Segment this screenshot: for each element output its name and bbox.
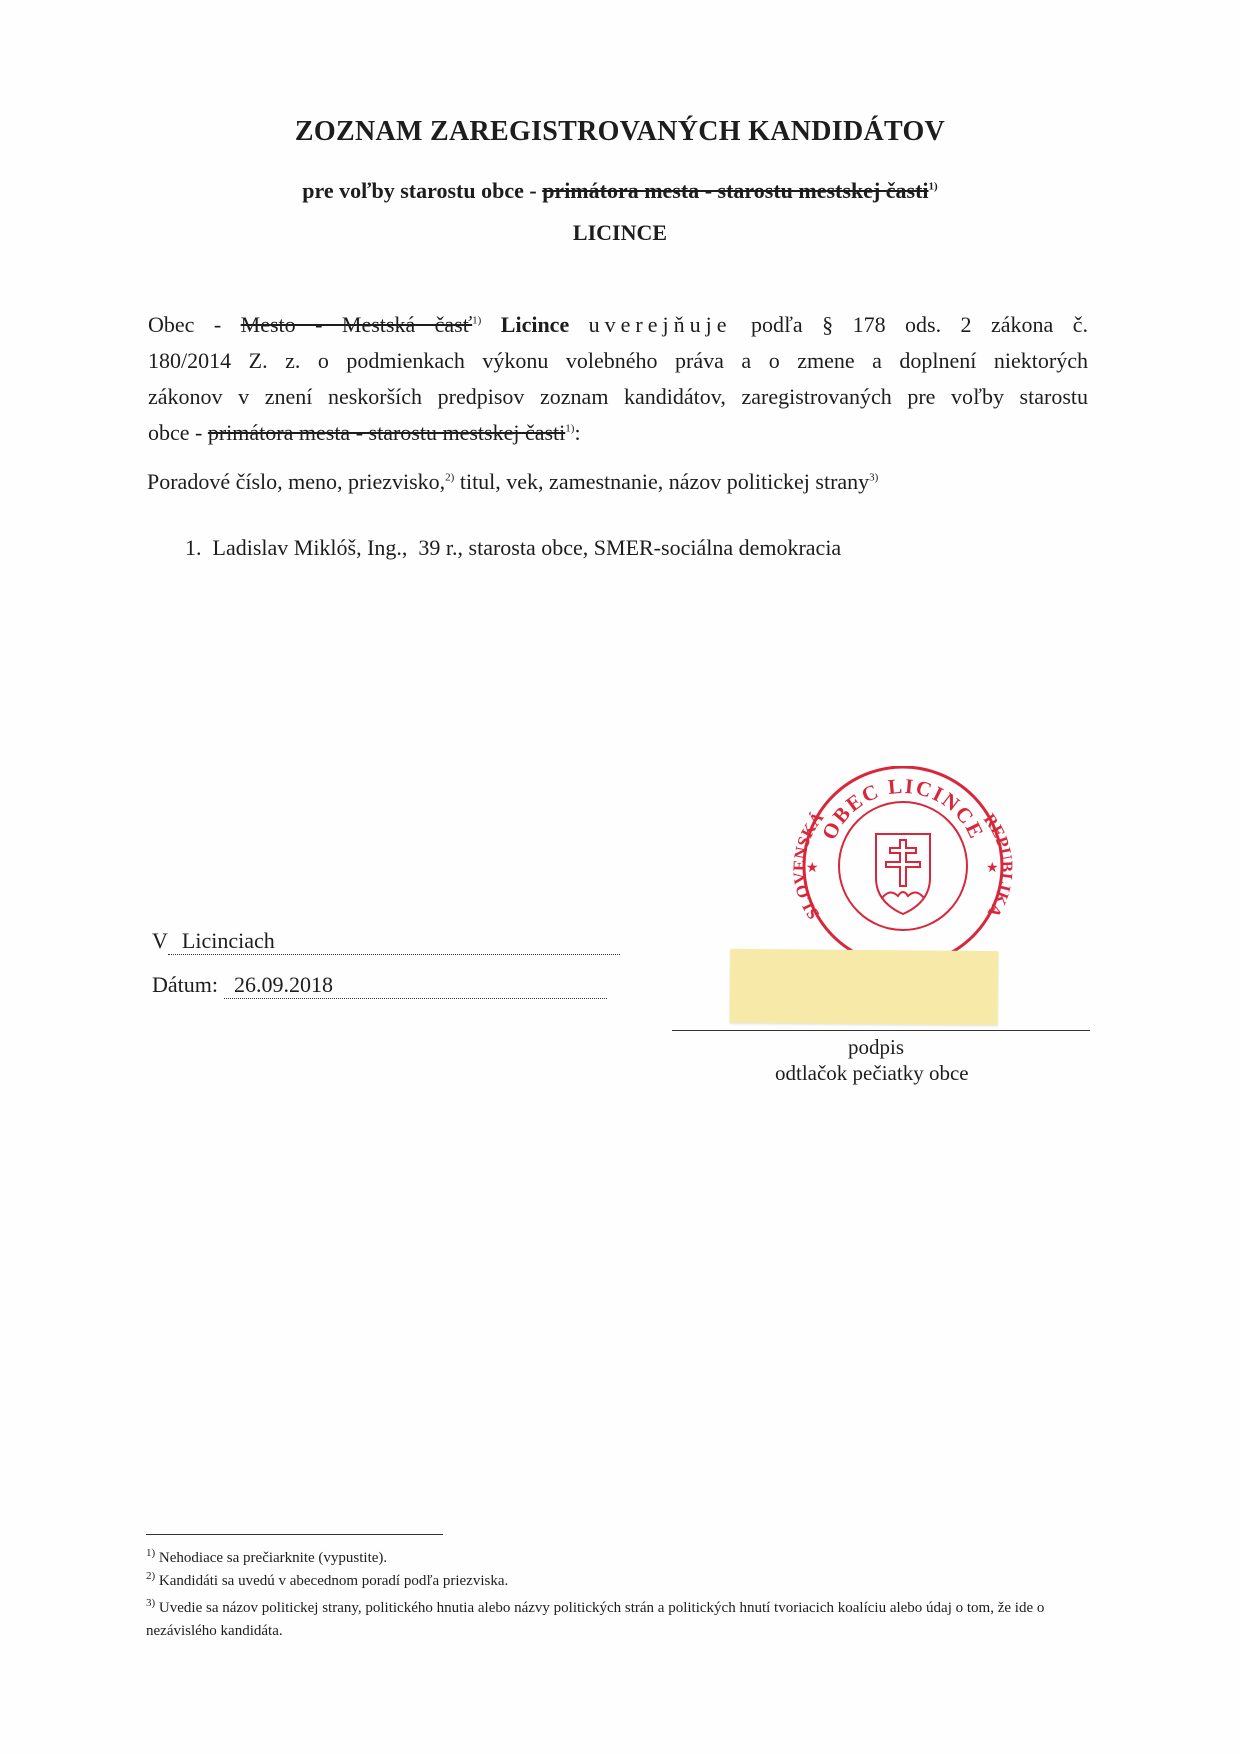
footnote-number: 3) (146, 1597, 156, 1609)
field-legend (147, 469, 878, 495)
place-row (152, 928, 620, 955)
document-subtitle (0, 178, 1240, 204)
svg-text:OBEC LICINCE (817, 774, 989, 844)
stamp-inner-ring (839, 802, 967, 930)
intro-struck-text-2: primátora mesta - starostu mestskej časti (207, 420, 566, 445)
date-value: 26.09.2018 (224, 972, 607, 999)
stamp-label: odtlačok pečiatky obce (775, 1061, 969, 1085)
intro-footnote-ref: 1) (472, 314, 482, 327)
candidate-entry: 1. Ladislav Miklóš, Ing., 39 r., starosta obce, SMER-sociálna demokracia (185, 535, 842, 560)
intro-verb: uverejňuje (588, 312, 732, 337)
legend-part-a: Poradové číslo, meno, priezvisko, (147, 469, 446, 494)
intro-colon: : (574, 420, 581, 445)
intro-line-3: zákonov v znení neskorších predpisov zoznam kandidátov, zaregistrovaných pre voľby starostu (148, 384, 1088, 409)
signature-label: podpis (848, 1035, 905, 1059)
legend-footnote-ref-2: 2) (445, 471, 455, 484)
signature-line (672, 1030, 1090, 1031)
footnote-text: Nehodiace sa prečiarknite (vypustite). (158, 1550, 388, 1566)
document-title: ZOZNAM ZAREGISTROVANÝCH KANDIDÁTOV (294, 116, 946, 147)
footnote-text: Kandidáti sa uvedú v abecednom poradí podľa priezviska. (158, 1573, 509, 1589)
subtitle-struck-text: primátora mesta - starostu mestskej časti (542, 178, 929, 203)
stamp-left-text: SLOVENSKÁ (790, 808, 828, 923)
intro-law-reference: podľa § 178 ods. 2 zákona č. (750, 312, 1089, 337)
municipality-name: LICINCE (572, 220, 668, 245)
footnote-text: Uvedie sa názov politickej strany, politického hnutia alebo názvy politických strán a politických hnutí tvoriacich koalíciu alebo údaj o tom, že ide o nezávislého kandidáta. (146, 1600, 1045, 1639)
intro-struck-text: Mesto - Mestská časť (240, 312, 473, 337)
footnote-3 (146, 1597, 1088, 1643)
footnote-number: 2) (146, 1570, 156, 1582)
footnote-number: 1) (146, 1547, 156, 1559)
intro-obec: Obec - (148, 312, 241, 337)
intro-obce: obce - (148, 420, 208, 445)
intro-line-4 (148, 420, 1088, 446)
place-label: V (152, 928, 168, 953)
subtitle-prefix: pre voľby starostu obce - (302, 178, 543, 203)
stamp-right-text: REPUBLIKA (979, 810, 1016, 921)
date-label: Dátum: (152, 972, 218, 997)
official-stamp (790, 766, 1016, 966)
stamp-outer-text: OBEC LICINCE (816, 773, 990, 844)
legend-footnote-ref-3: 3) (869, 471, 879, 484)
footnote-1 (146, 1547, 388, 1567)
redaction-sticker (730, 949, 999, 1025)
place-value: Licinciach (168, 928, 620, 955)
subtitle-footnote-ref: 1) (928, 180, 938, 193)
coat-of-arms-icon (876, 834, 930, 914)
date-row (152, 972, 607, 999)
intro-line-1 (148, 312, 1088, 338)
footnote-2 (146, 1570, 509, 1590)
intro-municipality: Licince (500, 312, 570, 337)
intro-line-2: 180/2014 Z. z. o podmienkach výkonu volebného práva a o zmene a doplnení niektorých (148, 348, 1088, 373)
legend-part-b: titul, vek, zamestnanie, názov politickej strany (454, 469, 870, 494)
stamp-star-icon: ★ (986, 861, 999, 876)
stamp-star-icon: ★ (806, 861, 819, 876)
footnote-divider (146, 1534, 443, 1535)
intro-footnote-ref-2: 1) (565, 422, 575, 435)
